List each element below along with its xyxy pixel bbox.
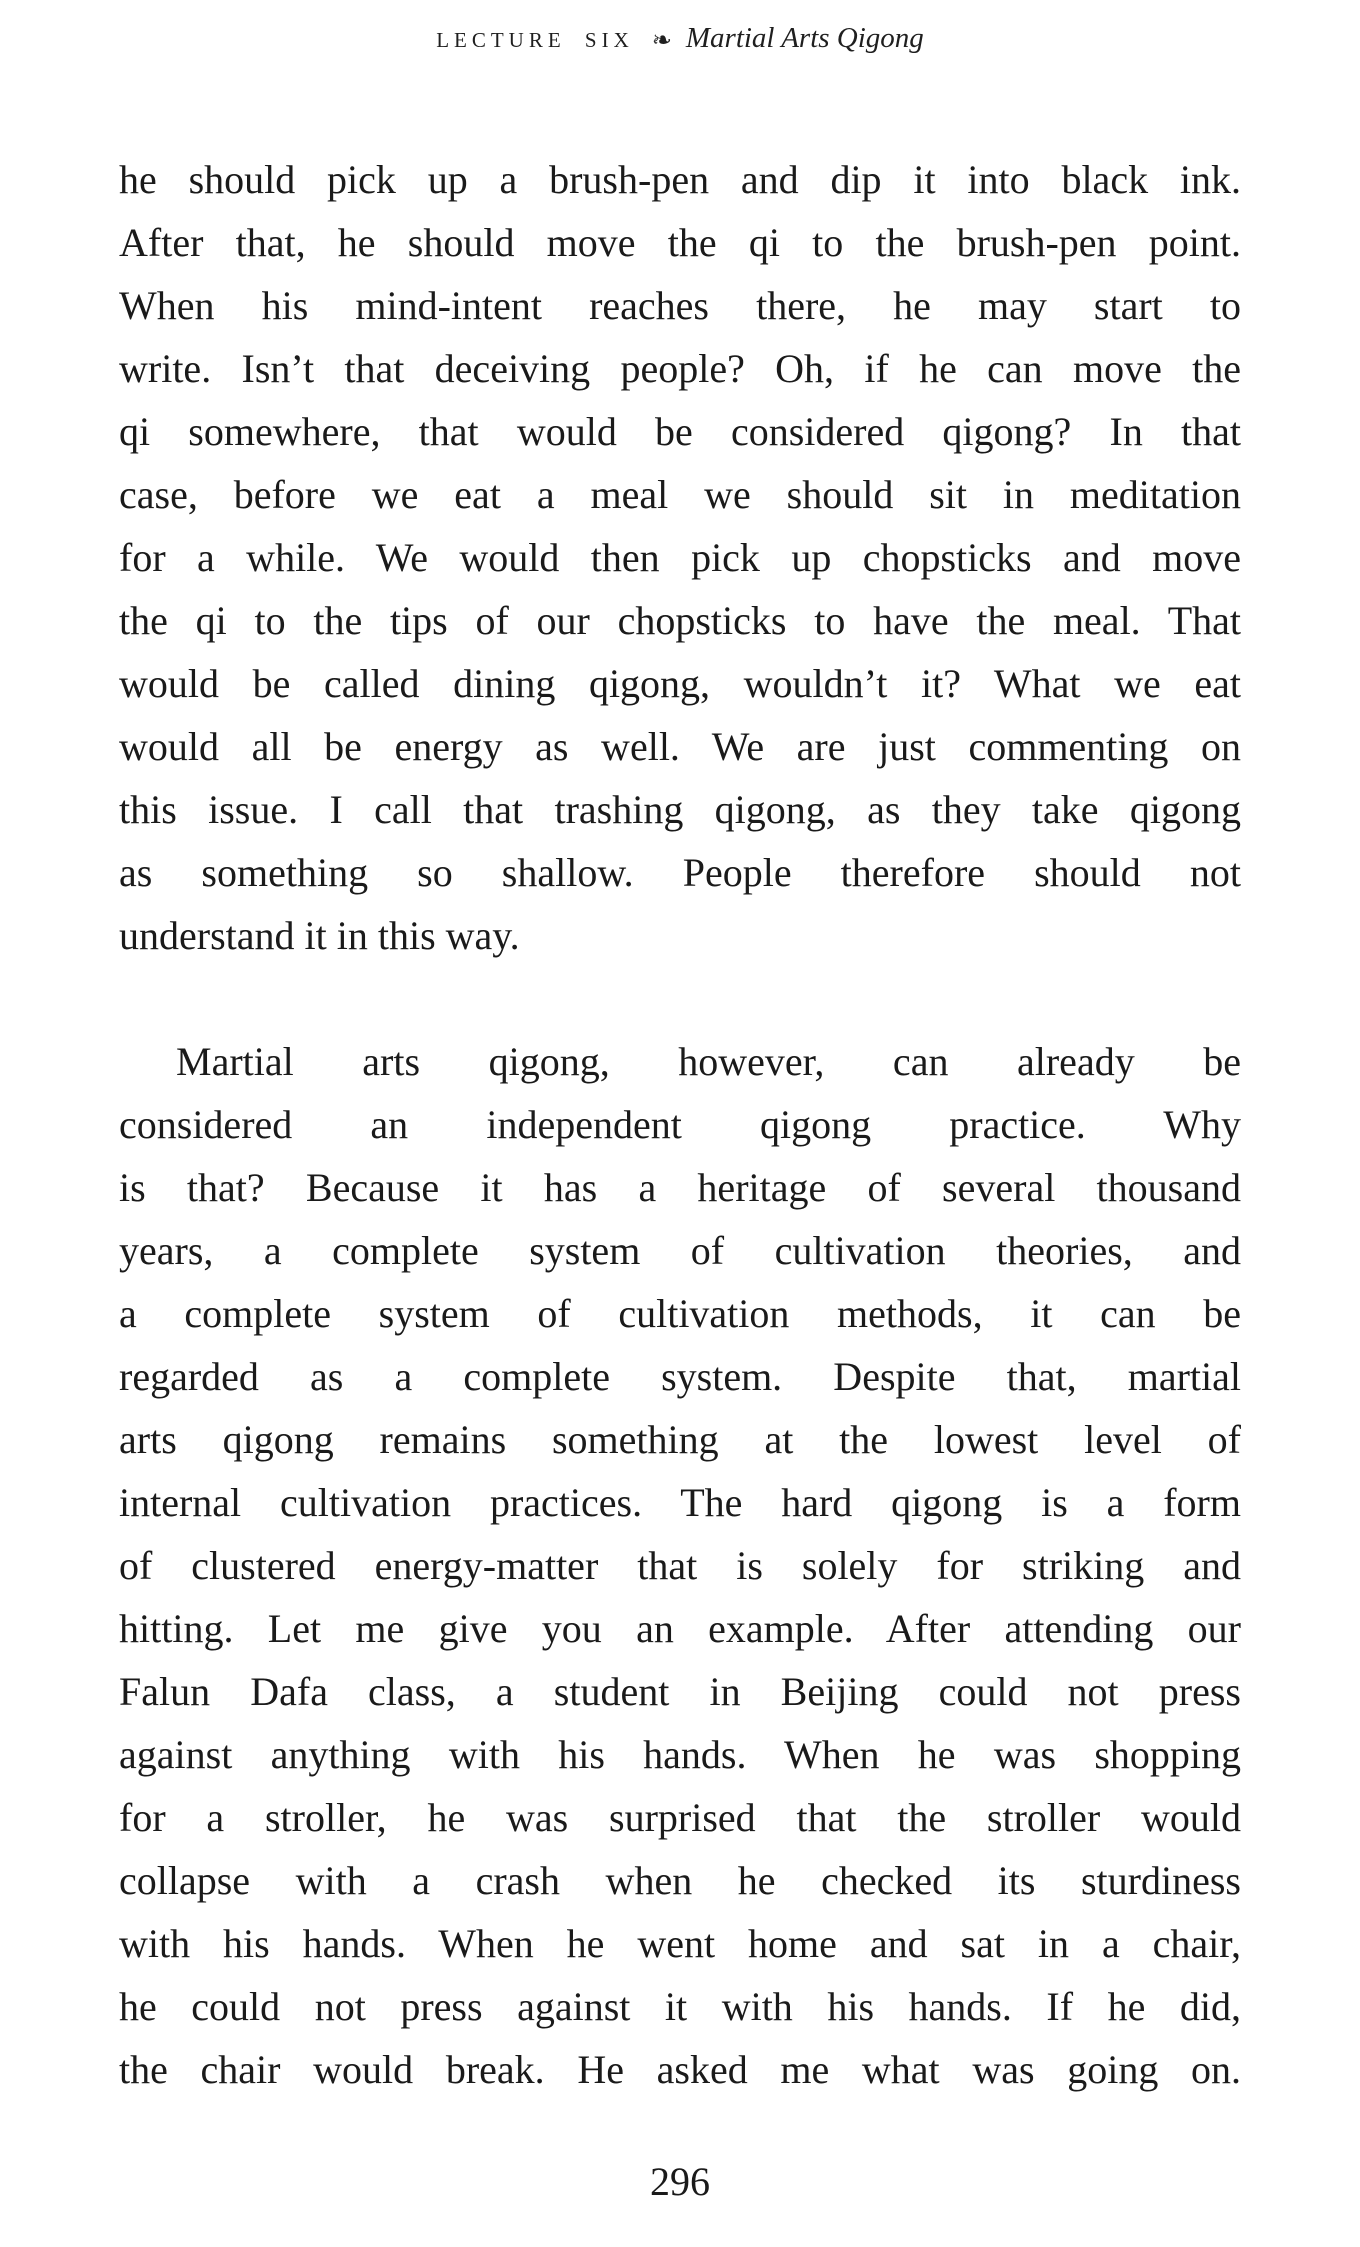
text-line: he could not press against it with his hands. If he did, [119,1984,1241,2029]
text-line: he should pick up a brush-pen and dip it into black ink. [119,157,1241,202]
text-line: for a while. We would then pick up chopsticks and move [119,535,1241,580]
text-line: is that? Because it has a heritage of several thousand [119,1165,1241,1210]
text-line: regarded as a complete system. Despite that, martial [119,1354,1241,1399]
page-number: 296 [650,2159,710,2204]
text-line: Martial arts qigong, however, can already be [176,1039,1241,1084]
text-line: After that, he should move the qi to the brush-pen point. [119,220,1241,265]
aldus-leaf-icon: ❧ [651,26,672,54]
text-line: the qi to the tips of our chopsticks to have the meal. That [119,598,1241,643]
running-header [0,22,1360,55]
text-line: this issue. I call that trashing qigong, as they take qigong [119,787,1241,832]
paragraph [119,148,1241,967]
text-line: for a stroller, he was surprised that the stroller would [119,1795,1241,1840]
page-footer [0,2150,1360,2213]
text-line: of clustered energy-matter that is solely for striking and [119,1543,1241,1588]
text-line: would be called dining qigong, wouldn’t it? What we eat [119,661,1241,706]
text-line: would all be energy as well. We are just commenting on [119,724,1241,769]
paragraph [119,1030,1241,2101]
text-line: case, before we eat a meal we should sit in meditation [119,472,1241,517]
running-header-chapter-title: Martial Arts Qigong [685,22,924,54]
text-line: against anything with his hands. When he was shopping [119,1732,1241,1777]
text-line: collapse with a crash when he checked its sturdiness [119,1858,1241,1903]
text-line: When his mind-intent reaches there, he may start to [119,283,1241,328]
text-line: internal cultivation practices. The hard qigong is a form [119,1480,1241,1525]
running-header-lecture-label: LECTURE SIX [436,28,634,52]
text-line: years, a complete system of cultivation theories, and [119,1228,1241,1273]
text-line: arts qigong remains something at the lowest level of [119,1417,1241,1462]
text-line: considered an independent qigong practice. Why [119,1102,1241,1147]
text-line: understand it in this way. [119,913,520,958]
text-line: hitting. Let me give you an example. After attending our [119,1606,1241,1651]
text-line: with his hands. When he went home and sat in a chair, [119,1921,1241,1966]
text-line: the chair would break. He asked me what was going on. [119,2047,1241,2092]
text-line: a complete system of cultivation methods, it can be [119,1291,1241,1336]
page-body [119,148,1241,2101]
text-line: write. Isn’t that deceiving people? Oh, if he can move the [119,346,1241,391]
text-line: Falun Dafa class, a student in Beijing could not press [119,1669,1241,1714]
text-line: as something so shallow. People therefore should not [119,850,1241,895]
text-line: qi somewhere, that would be considered qigong? In that [119,409,1241,454]
